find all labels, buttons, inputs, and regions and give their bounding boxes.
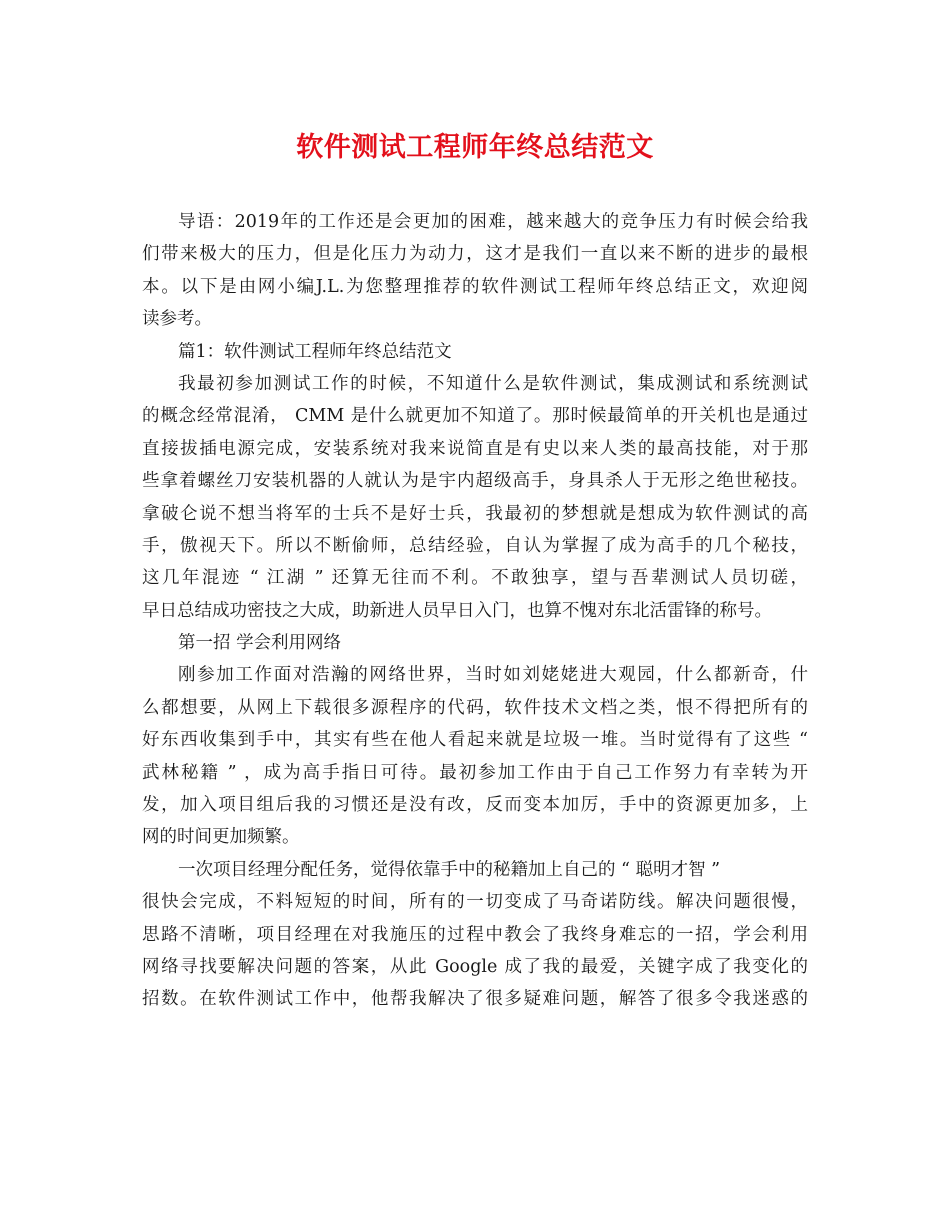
text-line: 发，加入项目组后我的习惯还是没有改，反而变本加厉，手中的资源更加多，上 xyxy=(142,795,808,816)
document-body xyxy=(142,206,808,1016)
text-line: 武林秘籍 ” ，成为高手指日可待。最初参加工作由于自己工作努力有幸转为开 xyxy=(142,762,808,783)
text-line: 直接拔插电源完成，安装系统对我来说简直是有史以来人类的最高技能，对于那 xyxy=(142,438,808,459)
text-line: 篇1：软件测试工程师年终总结范文 xyxy=(178,341,452,362)
text-line: 些拿着螺丝刀安装机器的人就认为是宇内超级高手，身具杀人于无形之绝世秘技。 xyxy=(142,471,808,492)
text-line: 本。以下是由网小编J.L.为您整理推荐的软件测试工程师年终总结正文，欢迎阅 xyxy=(142,276,808,297)
text-line: 网络寻找要解决问题的答案，从此 Google 成了我的最爱，关键字成了我变化的 xyxy=(142,956,808,977)
text-line: 早日总结成功密技之大成，助新进人员早日入门，也算不愧对东北活雷锋的称号。 xyxy=(142,600,772,621)
text-line: 的概念经常混淆， CMM 是什么就更加不知道了。那时候最简单的开关机也是通过 xyxy=(142,406,808,427)
text-line: 好东西收集到手中，其实有些在他人看起来就是垃圾一堆。当时觉得有了这些 “ xyxy=(142,730,808,751)
text-line: 刚参加工作面对浩瀚的网络世界，当时如刘姥姥进大观园，什么都新奇，什 xyxy=(178,665,808,686)
text-line: 第一招 学会利用网络 xyxy=(178,633,342,654)
text-line: 么都想要，从网上下载很多源程序的代码，软件技术文档之类，恨不得把所有的 xyxy=(142,697,808,718)
document-title: 软件测试工程师年终总结范文 xyxy=(296,132,654,163)
text-line: 们带来极大的压力，但是化压力为动力，这才是我们一直以来不断的进步的最根 xyxy=(142,244,808,265)
text-line: 一次项目经理分配任务，觉得依靠手中的秘籍加上自己的 “ 聪明才智 ” xyxy=(178,859,721,880)
text-line: 很快会完成，不料短短的时间，所有的一切变成了马奇诺防线。解决问题很慢， xyxy=(142,892,808,913)
text-line: 拿破仑说不想当将军的士兵不是好士兵，我最初的梦想就是想成为软件测试的高 xyxy=(142,503,808,524)
text-line: 网的时间更加频繁。 xyxy=(142,827,300,848)
text-line: 导语：2019年的工作还是会更加的困难，越来越大的竞争压力有时候会给我 xyxy=(178,212,808,232)
text-line: 思路不清晰，项目经理在对我施压的过程中教会了我终身难忘的一招，学会利用 xyxy=(142,924,808,945)
text-line: 我最初参加测试工作的时候，不知道什么是软件测试，集成测试和系统测试 xyxy=(178,373,808,394)
text-line: 招数。在软件测试工作中，他帮我解决了很多疑难问题，解答了很多令我迷惑的 xyxy=(142,989,808,1010)
text-line: 这几年混迹 “ 江湖 ” 还算无往而不利。不敢独享，望与吾辈测试人员切磋， xyxy=(142,568,808,589)
text-line: 读参考。 xyxy=(142,309,212,330)
text-line: 手，傲视天下。所以不断偷师，总结经验，自认为掌握了成为高手的几个秘技， xyxy=(142,535,808,556)
